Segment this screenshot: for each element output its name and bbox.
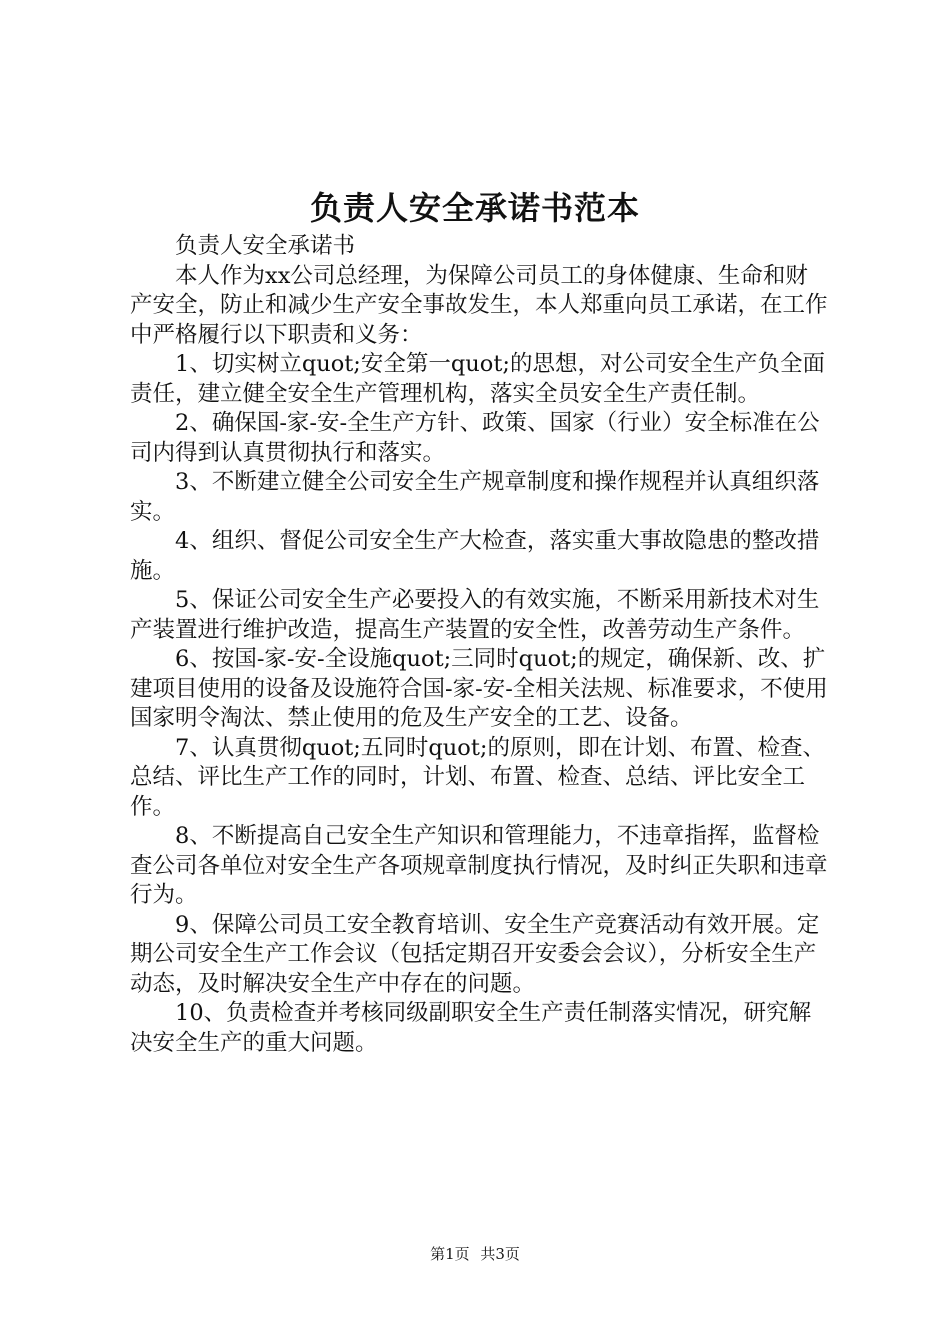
page-total: 共3页 [480, 1245, 520, 1263]
paragraph-item-7: 7、认真贯彻quot;五同时quot;的原则，即在计划、布置、检查、总结、评比生产工作的同时，计划、布置、检查、总结、评比安全工作。 [130, 734, 825, 820]
document-title: 负责人安全承诺书范本 [309, 189, 640, 227]
paragraph-item-10: 10、负责检查并考核同级副职安全生产责任制落实情况，研究解决安全生产的重大问题。 [130, 1000, 812, 1056]
paragraph-item-5: 5、保证公司安全生产必要投入的有效实施，不断采用新技术对生产装置进行维护改造，提高生产装置的安全性，改善劳动生产条件。 [130, 587, 820, 643]
paragraph-item-1: 1、切实树立quot;安全第一quot;的思想，对公司安全生产负全面责任，建立健全安全生产管理机构，落实全员安全生产责任制。 [130, 351, 825, 407]
page-number: 第1页 [430, 1245, 470, 1263]
paragraph-item-9: 9、保障公司员工安全教育培训、安全生产竞赛活动有效开展。定期公司安全生产工作会议（包括定期召开安委会会议），分析安全生产动态，及时解决安全生产中存在的问题。 [130, 911, 820, 997]
paragraph-item-8: 8、不断提高自己安全生产知识和管理能力，不违章指挥，监督检查公司各单位对安全生产各项规章制度执行情况，及时纠正失职和违章行为。 [130, 823, 828, 908]
paragraph-item-4: 4、组织、督促公司安全生产大检查，落实重大事故隐患的整改措施。 [130, 528, 820, 584]
paragraph-item-6: 6、按国-家-安-全设施quot;三同时quot;的规定，确保新、改、扩建项目使用的设备及设施符合国-家-安-全相关法规、标准要求，不使用国家明令淘汰、禁止使用的危及生产安全的工艺、设备。 [130, 646, 828, 731]
paragraph-item-3: 3、不断建立健全公司安全生产规章制度和操作规程并认真组织落实。 [130, 469, 820, 525]
paragraph-intro: 本人作为xx公司总经理，为保障公司员工的身体健康、生命和财产安全，防止和减少生产安全事故发生，本人郑重向员工承诺，在工作中严格履行以下职责和义务： [130, 262, 828, 348]
paragraph-heading: 负责人安全承诺书 [175, 233, 356, 259]
page-footer [0, 1244, 950, 1264]
document-body [130, 232, 830, 1058]
paragraph-item-2: 2、确保国-家-安-全生产方针、政策、国家（行业）安全标准在公司内得到认真贯彻执行和落实。 [130, 410, 820, 466]
